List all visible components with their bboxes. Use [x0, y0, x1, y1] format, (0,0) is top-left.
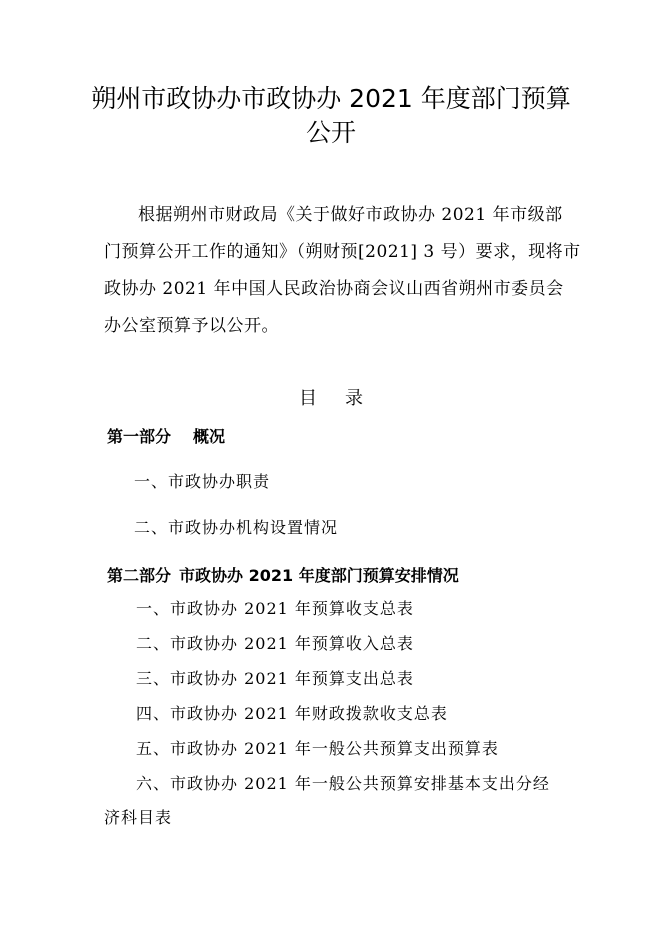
toc-item: 四、市政协办 2021 年财政拨款收支总表 [136, 704, 448, 723]
toc-item: 五、市政协办 2021 年一般公共预算支出预算表 [136, 739, 499, 758]
toc-item: 济科目表 [104, 808, 173, 827]
intro-line-2: 门预算公开工作的通知》（朔财预[2021] 3 号）要求，现将市 [104, 242, 581, 262]
intro-line-3: 政协办 2021 年中国人民政治协商会议山西省朔州市委员会 [104, 279, 564, 299]
part-2-heading [107, 563, 459, 586]
part-1-label: 第一部分 [107, 427, 172, 446]
part-1-heading [107, 424, 225, 447]
intro-line-1: 根据朔州市财政局《关于做好市政协办 2021 年市级部 [138, 205, 563, 225]
intro-paragraph [104, 197, 581, 345]
intro-line-4: 办公室预算予以公开。 [104, 316, 279, 336]
part-1-title: 概况 [193, 427, 226, 446]
part-2-title: 市政协办 2021 年度部门预算安排情况 [179, 566, 459, 585]
toc-item: 六、市政协办 2021 年一般公共预算安排基本支出分经 [136, 774, 550, 793]
toc-item: 三、市政协办 2021 年预算支出总表 [136, 669, 414, 688]
toc-item: 二、市政协办 2021 年预算收入总表 [136, 634, 414, 653]
toc-item: 一、市政协办职责 [134, 472, 271, 491]
toc-title: 目录 [299, 388, 391, 409]
toc-item: 一、市政协办 2021 年预算收支总表 [136, 599, 414, 618]
document-title-line-2: 公开 [305, 118, 356, 147]
toc-item: 二、市政协办机构设置情况 [134, 518, 339, 537]
part-2-label: 第二部分 [107, 566, 172, 585]
document-title-line-1: 朔州市政协办市政协办 2021 年度部门预算 [91, 84, 571, 113]
